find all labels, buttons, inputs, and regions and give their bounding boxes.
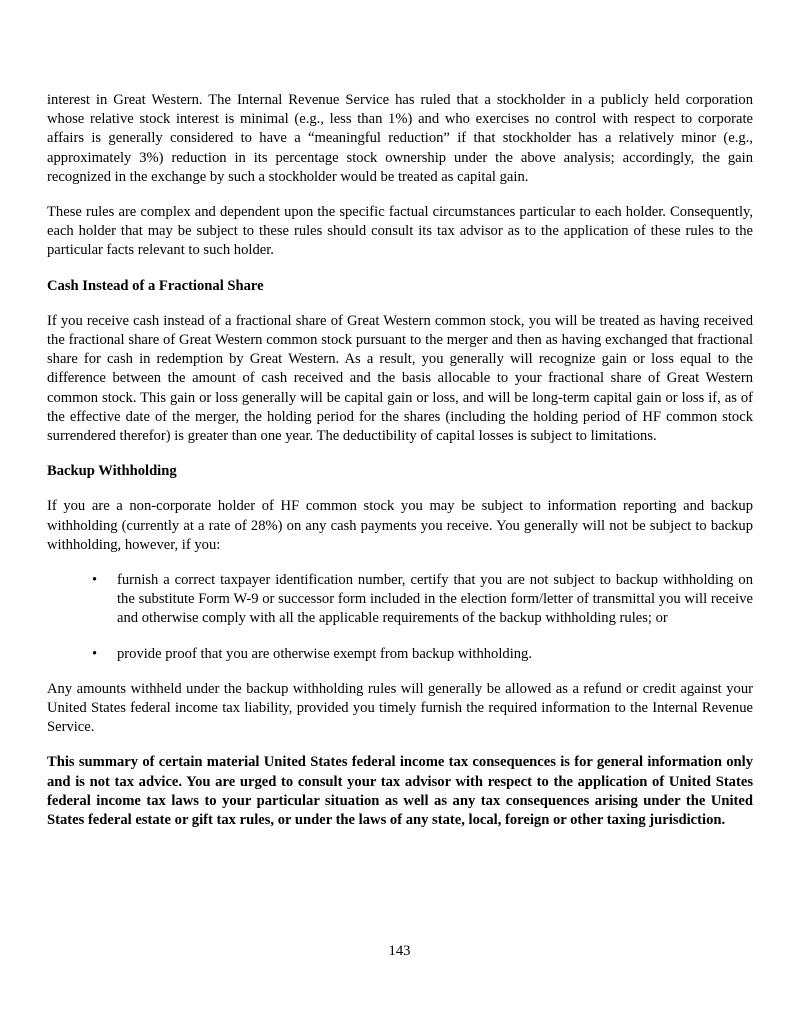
- section-heading-backup-withholding: Backup Withholding: [47, 463, 177, 480]
- bullet-icon: •: [92, 572, 98, 589]
- section-heading-fractional-share: Cash Instead of a Fractional Share: [47, 277, 264, 294]
- paragraph-rules-complex: These rules are complex and dependent upon the specific factual circumstances particular to each holder. Consequently, each holder that may be subject to these rules should consult its tax advisor as to the application of these rules to the particular facts relevant to such holder.: [47, 204, 753, 259]
- bullet-item-exempt-proof: [47, 645, 753, 664]
- bullet-item-taxpayer-id: [47, 571, 753, 629]
- bullet-item-text: provide proof that you are otherwise exempt from backup withholding.: [117, 645, 533, 662]
- page-number: 143: [388, 943, 411, 959]
- paragraph-backup-withholding: If you are a non-corporate holder of HF common stock you may be subject to information reporting and backup withholding (currently at a rate of 28%) on any cash payments you receive. You generally will not be subject to backup withholding, however, if you:: [47, 498, 753, 553]
- paragraph-summary-disclaimer: This summary of certain material United States federal income tax consequences is for general information only and is not tax advice. You are urged to consult your tax advisor with respect to the application of United States federal income tax laws to your particular situation as well as any tax consequences arising under the United States federal estate or gift tax rules, or under the laws of any state, local, foreign or other taxing jurisdiction.: [47, 754, 753, 829]
- paragraph-fractional-share: If you receive cash instead of a fractional share of Great Western common stock, you will be treated as having received the fractional share of Great Western common stock pursuant to the merger and then as having exchanged that fractional share for cash in redemption by Great Western. As a result, you generally will recognize gain or loss equal to the difference between the amount of cash received and the basis allocable to your fractional share of Great Western common stock. This gain or loss generally will be capital gain or loss, and will be long-term capital gain or loss if, as of the effective date of the merger, the holding period for the shares (including the holding period of HF common stock surrendered therefor) is greater than one year. The deductibility of capital losses is subject to limitations.: [47, 312, 753, 445]
- bullet-item-text: furnish a correct taxpayer identification number, certify that you are not subject to backup withholding on the substitute Form W-9 or successor form included in the election form/letter of transmittal you will receive and otherwise comply with all the applicable requirements of the backup withholding rules; or: [117, 572, 753, 627]
- bullet-icon: •: [92, 645, 98, 662]
- document-body: [47, 91, 753, 846]
- paragraph-meaningful-reduction: interest in Great Western. The Internal Revenue Service has ruled that a stockholder in a publicly held corporation whose relative stock interest is minimal (e.g., less than 1%) and who exercises no control with respect to corporate affairs is generally considered to have a “meaningful reduction” if that stockholder has a relatively minor (e.g., approximately 3%) reduction in its percentage stock ownership under the above analysis; accordingly, the gain recognized in the exchange by such a stockholder would be treated as capital gain.: [47, 92, 753, 185]
- paragraph-amounts-withheld: Any amounts withheld under the backup withholding rules will generally be allowed as a refund or credit against your United States federal income tax liability, provided you timely furnish the required information to the Internal Revenue Service.: [47, 680, 753, 736]
- bullet-list: [47, 571, 753, 664]
